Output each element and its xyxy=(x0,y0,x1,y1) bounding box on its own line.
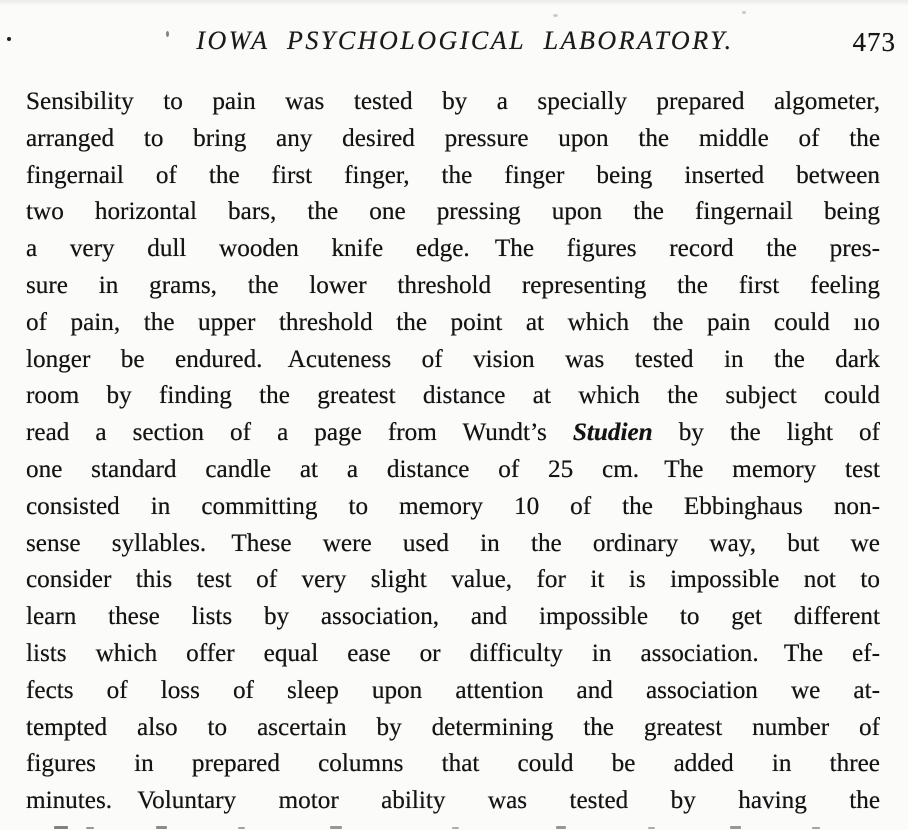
text-line: fects of loss of sleep upon attention and association we at- xyxy=(26,676,880,704)
scan-edge-smudge xyxy=(0,0,908,6)
page-number: 473 xyxy=(852,27,896,57)
scan-speck xyxy=(7,37,11,41)
text-line: arranged to bring any desired pressure upon the middle of the xyxy=(26,124,880,152)
text-line: of pain, the upper threshold the point at which the pain could ııo xyxy=(26,308,880,336)
text-line: room by finding the greatest distance at which the subject could xyxy=(26,382,880,410)
body-text xyxy=(26,84,880,820)
text-line: consider this test of very slight value, for it is impossible not to xyxy=(26,566,880,594)
scan-speck xyxy=(553,14,558,17)
text-line: sense syllables. These were used in the ordinary way, but we xyxy=(26,529,880,557)
text-line: tempted also to ascertain by determining the greatest number of xyxy=(26,713,880,741)
text-line: minutes. Voluntary motor ability was tested by having the xyxy=(26,787,880,815)
text-line: learn these lists by association, and impossible to get different xyxy=(26,603,880,631)
text-line: consisted in committing to memory 10 of the Ebbinghaus non- xyxy=(26,492,880,520)
text-line: fingernail of the first finger, the finger being inserted between xyxy=(26,161,880,189)
text-line: one standard candle at a distance of 25 cm. The memory test xyxy=(26,455,880,483)
running-title: IOWA PSYCHOLOGICAL LABORATORY. xyxy=(196,26,734,55)
text-segment: read a section of a page from Wundt’s xyxy=(26,419,573,447)
scan-speck xyxy=(742,11,746,14)
studien-italic: Studien xyxy=(572,419,653,447)
text-line-with-italic xyxy=(26,415,880,452)
scan-speck xyxy=(166,31,169,37)
text-line: sure in grams, the lower threshold representing the first feeling xyxy=(26,271,880,299)
text-line: longer be endured. Acuteness of vision was tested in the dark xyxy=(26,345,880,373)
text-line: two horizontal bars, the one pressing upon the fingernail being xyxy=(26,198,880,226)
text-line: a very dull wooden knife edge. The figures record the pres- xyxy=(26,235,880,263)
text-line: lists which offer equal ease or difficulty in association. The ef- xyxy=(26,639,880,667)
text-segment: by the light of xyxy=(652,419,880,447)
text-line: Sensibility to pain was tested by a specially prepared algometer, xyxy=(26,88,880,115)
text-line: figures in prepared columns that could be added in three xyxy=(26,750,880,778)
page-header xyxy=(0,26,908,64)
